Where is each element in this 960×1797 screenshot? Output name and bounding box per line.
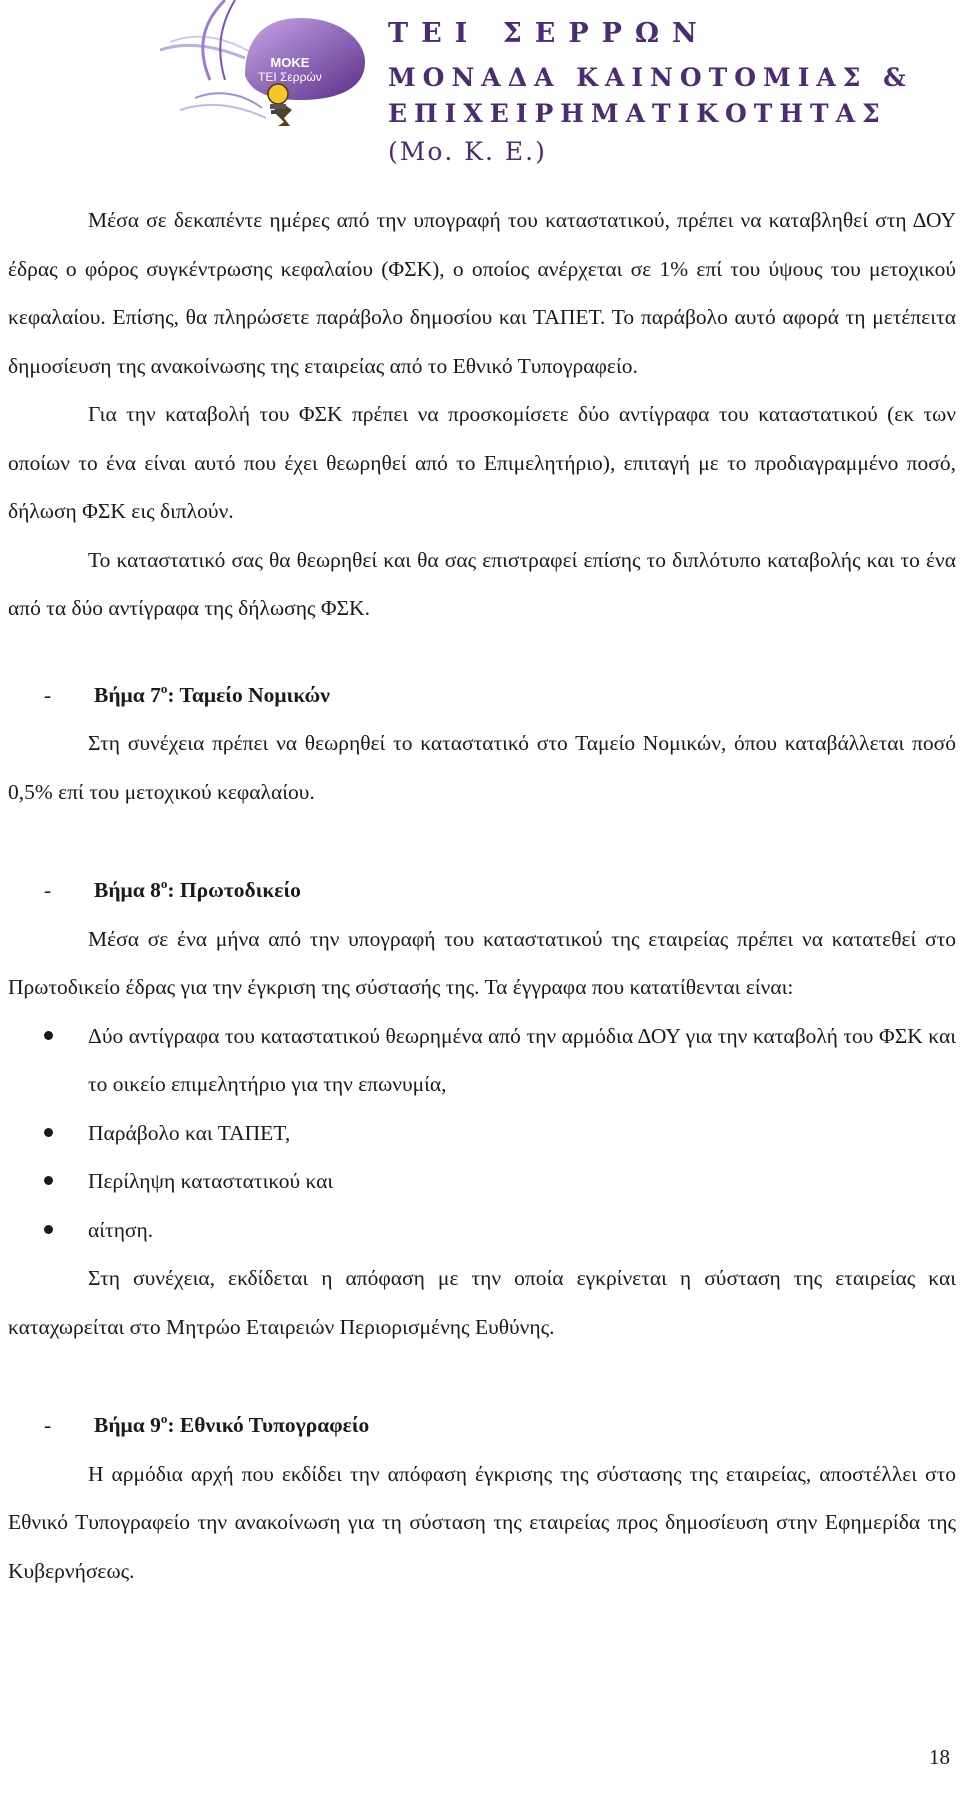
logo-caption	[258, 56, 322, 84]
ordinal-superscript: ο	[160, 680, 168, 696]
paragraph: Στη συνέχεια πρέπει να θεωρηθεί το καταστατικό στο Ταμείο Νομικών, όπου καταβάλλεται ποσό 0,5% επί του μετοχικού κεφαλαίου.	[8, 731, 956, 804]
logo-line-1: ΜΟΚΕ	[270, 55, 310, 70]
list-item-text: Παράβολο και ΤΑΠΕΤ,	[88, 1120, 291, 1145]
paragraph: Για την καταβολή του ΦΣΚ πρέπει να προσκομίσετε δύο αντίγραφα του καταστατικού (εκ των οποίων το ένα είναι αυτό που έχει θεωρηθεί από το Επιμελητήριο), επιταγή με το προδιαγραμμένο ποσό, δήλωση ΦΣΚ εις διπλούν.	[8, 402, 956, 523]
document-list	[8, 1012, 956, 1255]
paragraph: Μέσα σε δεκαπέντε ημέρες από την υπογραφή του καταστατικού, πρέπει να καταβληθεί στη ΔΟΥ έδρας ο φόρος συγκέντρωσης κεφαλαίου (ΦΣΚ), ο οποίος ανέρχεται σε 1% επί του ύψους του μετοχικού κεφαλαίου. Επίσης, θα πληρώσετε παράβολο δημοσίου και ΤΑΠΕΤ. Το παράβολο αυτό αφορά τη μετέπειτα δημοσίευση της ανακοίνωσης της εταιρείας από το Εθνικό Τυπογραφείο.	[8, 208, 956, 378]
dash-marker: -	[44, 682, 52, 707]
page-number: 18	[929, 1745, 950, 1769]
title-line-3: ΕΠΙΧΕΙΡΗΜΑΤΙΚΟΤΗΤΑΣ	[388, 99, 887, 128]
page-header	[0, 0, 960, 180]
list-item-text: αίτηση.	[88, 1217, 154, 1242]
spacer	[8, 633, 956, 671]
list-item-text: Δύο αντίγραφα του καταστατικού θεωρημένα από την αρμόδια ΔΟΥ για την καταβολή του ΦΣΚ και το οικείο επιμελητήριο για την επωνυμία,	[88, 1023, 956, 1096]
bullet-icon	[44, 1176, 53, 1185]
paragraph: Μέσα σε ένα μήνα από την υπογραφή του καταστατικού της εταιρείας πρέπει να κατατεθεί στο Πρωτοδικείο έδρας για την έγκριση της σύστασής της. Τα έγγραφα που κατατίθενται είναι:	[8, 926, 956, 999]
list-item	[8, 1109, 956, 1158]
paragraph: Στη συνέχεια, εκδίδεται η απόφαση με την οποία εγκρίνεται η σύσταση της εταιρείας και καταχωρείται στο Μητρώο Εταιρειών Περιορισμένης Ευθύνης.	[8, 1266, 956, 1339]
step-9-heading	[8, 1401, 956, 1450]
list-item	[8, 1012, 956, 1109]
bullet-icon	[44, 1031, 53, 1040]
title-line-1: ΤΕΙ ΣΕΡΡΩΝ	[388, 18, 710, 49]
step-9-prefix: Βήμα 9	[94, 1413, 161, 1437]
step-7-heading	[8, 671, 956, 720]
title-line-4: (Μο. Κ. Ε.)	[388, 137, 547, 166]
paragraph: Το καταστατικό σας θα θεωρηθεί και θα σας επιστραφεί επίσης το διπλότυπο καταβολής και το ένα από τα δύο αντίγραφα της δήλωσης ΦΣΚ.	[8, 547, 956, 620]
paragraph: Η αρμόδια αρχή που εκδίδει την απόφαση έγκρισης της σύστασης της εταιρείας, αποστέλλει στο Εθνικό Τυπογραφείο την ανακοίνωση για τη σύσταση της εταιρείας προς δημοσίευση στην Εφημερίδα της Κυβερνήσεως.	[8, 1461, 956, 1583]
step-8-title: : Πρωτοδικείο	[167, 878, 301, 902]
step-7-prefix: Βήμα 7	[94, 682, 161, 707]
step-9-title: : Εθνικό Τυπογραφείο	[167, 1413, 370, 1437]
title-line-2: ΜΟΝΑΔΑ ΚΑΙΝΟΤΟΜΙΑΣ &	[388, 63, 913, 92]
step-8-prefix: Βήμα 8	[94, 878, 161, 902]
logo-line-2: ΤΕΙ Σερρών	[258, 70, 322, 84]
institution-title	[388, 14, 913, 172]
bullet-icon	[44, 1128, 53, 1137]
ordinal-superscript: ο	[160, 876, 168, 891]
step-8-heading	[8, 866, 956, 915]
list-item	[8, 1206, 956, 1255]
document-body	[8, 196, 956, 1595]
bullet-icon	[44, 1225, 53, 1234]
list-item	[8, 1157, 956, 1206]
dash-marker: -	[44, 878, 52, 902]
spacer	[8, 1351, 956, 1401]
list-item-text: Περίληψη καταστατικού και	[88, 1169, 334, 1193]
spacer	[8, 816, 956, 866]
step-7-title: : Ταμείο Νομικών	[167, 682, 330, 707]
dash-marker: -	[44, 1413, 52, 1437]
ordinal-superscript: ο	[160, 1411, 168, 1426]
